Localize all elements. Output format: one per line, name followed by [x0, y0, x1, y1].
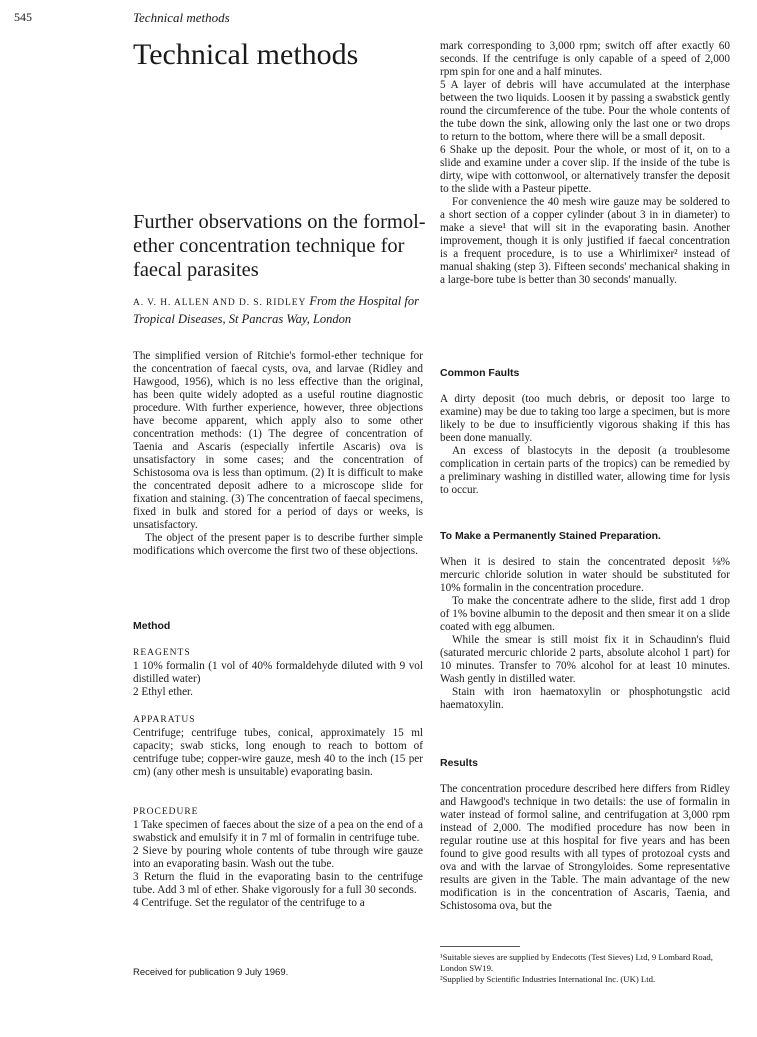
common-faults-section	[440, 393, 730, 497]
faults-paragraph: A dirty deposit (too much debris, or deposit too large to examine) may be due to taking too large a specimen, but is more likely to be due to insufficiently vigorous shaking if this has been done manually.	[440, 393, 730, 444]
apparatus-section	[133, 714, 423, 779]
footnote: ¹Suitable sieves are supplied by Endecotts (Test Sieves) Ltd, 9 Lombard Road, London SW19.	[440, 952, 713, 973]
section-title: Technical methods	[133, 38, 359, 71]
apparatus-text: Centrifuge; centrifuge tubes, conical, approximately 15 ml capacity; swab sticks, long enough to reach to bottom of centrifuge tube; copper-wire gauze, mesh 40 to the inch (15 per cm) (any other mesh is unsuitable) evaporating basin.	[133, 727, 423, 778]
procedure-step: 4 Centrifuge. Set the regulator of the centrifuge to a	[133, 897, 365, 909]
footnotes	[440, 952, 730, 985]
procedure-step: 5 A layer of debris will have accumulated at the interphase between the two liquids. Loosen it by passing a swabstick gently round the circumference of the tube. Pour the whole contents of the tube down the sink, allowing only the last one or two drops to return to the bottom, where there will be a small deposit.	[440, 79, 730, 143]
stain-section	[440, 556, 730, 712]
footnote: ²Supplied by Scientific Industries International Inc. (UK) Ltd.	[440, 974, 656, 984]
stain-paragraph: When it is desired to stain the concentrated deposit ⅛% mercuric chloride solution in water should be substituted for 10% formalin in the concentration procedure.	[440, 556, 730, 594]
stain-heading: To Make a Permanently Stained Preparation.	[440, 530, 661, 542]
procedure-heading: PROCEDURE	[133, 807, 199, 817]
reagent-item: 1 10% formalin (1 vol of 40% formaldehyde diluted with 9 vol distilled water)	[133, 660, 423, 685]
procedure-continued-text: mark corresponding to 3,000 rpm; switch off after exactly 60 seconds. If the centrifuge is only capable of a speed of 2,000 rpm spin for one and a half minutes.	[440, 40, 730, 78]
results-paragraph: The concentration procedure described here differs from Ridley and Hawgood's technique in two details: the use of formalin in water instead of formol saline, and centrifugation at 3,000 rpm instead of 2,000. The modified procedure has now been in regular routine use at this hospital for five years and has been found to give good results with all types of protozoal cysts and ova and with the larvae of Strongyloides. Some representative results are given in the Table. The main advantage of the new modification is in the concentration of Ascaris, Taenia, and Schistosoma ova, but the	[440, 783, 730, 912]
reagents-section	[133, 647, 423, 699]
author-affiliation: From the Hospital for Tropical Diseases, St Pancras Way, London	[133, 294, 419, 326]
author-names: A. V. H. ALLEN AND D. S. RIDLEY	[133, 298, 307, 308]
footnote-divider	[440, 946, 520, 947]
stain-paragraph: To make the concentrate adhere to the slide, first add 1 drop of 1% bovine albumin to the deposit and then smear it on a slide coated with egg albumen.	[440, 595, 730, 633]
running-title: Technical methods	[133, 10, 230, 25]
intro-paragraph-2: The object of the present paper is to describe further simple modifications which overcome the first two of these objections.	[133, 532, 423, 557]
procedure-step: 1 Take specimen of faeces about the size of a pea on the end of a swabstick and emulsify it in 7 ml of formalin in centrifuge tube.	[133, 819, 423, 844]
received-date: Received for publication 9 July 1969.	[133, 967, 289, 978]
procedure-continued	[440, 40, 730, 287]
intro-paragraph: The simplified version of Ritchie's formol-ether technique for the concentration of faecal cysts, ova, and larvae (Ridley and Hawgood, 1956), which is no less effective than the original, has been quite widely adopted as a useful routine diagnostic procedure. With further experience, however, three objections have become apparent, which apply also to some other concentration methods: (1) The degree of concentration of Taenia and Ascaris (especially infertile Ascaris) ova is unsatisfactory in some cases; and the concentration of Schistosoma ova is less than optimum. (2) It is difficult to make the concentrated deposit adhere to a microscope slide for fixation and staining. (3) The concentration of faecal specimens, fixed in bulk and stored for a period of days or weeks, is unsatisfactory.	[133, 350, 423, 531]
procedure-step: 2 Sieve by pouring whole contents of tube through wire gauze into an evaporating basin. Wash out the tube.	[133, 845, 423, 870]
convenience-paragraph: For convenience the 40 mesh wire gauze may be soldered to a short section of a copper cylinder (about 3 in in diameter) to make a sieve¹ that will sit in the evaporating basin. Another improvement, though it is only justified if faecal concentration is a frequent procedure, is to use a Whirlimixer² instead of manual shaking (step 3). Fifteen seconds' mechanical shaking in a large-bore tube is better than 30 seconds' manually.	[440, 196, 730, 286]
reagent-item: 2 Ethyl ether.	[133, 686, 193, 698]
method-heading: Method	[133, 620, 171, 632]
procedure-section	[133, 806, 423, 910]
author-block	[133, 293, 433, 327]
intro-section	[133, 350, 423, 558]
stain-paragraph: While the smear is still moist fix it in Schaudinn's fluid (saturated mercuric chloride 2 parts, absolute alcohol 1 part) for 10 minutes. Transfer to 70% alcohol for at least 10 minutes. Wash gently in distilled water.	[440, 634, 730, 685]
procedure-step: 3 Return the fluid in the evaporating basin to the centrifuge tube. Add 3 ml of ether. Shake vigorously for a full 30 seconds.	[133, 871, 423, 896]
faults-paragraph: An excess of blastocyts in the deposit (a troublesome complication in certain parts of the tropics) can be remedied by a preliminary washing in distilled water, allowing time for lysis to occur.	[440, 445, 730, 496]
apparatus-heading: APPARATUS	[133, 715, 196, 725]
article-title: Further observations on the formol-ether concentration technique for faecal parasites	[133, 211, 426, 281]
results-heading: Results	[440, 757, 478, 769]
stain-paragraph: Stain with iron haematoxylin or phosphotungstic acid haematoxylin.	[440, 686, 730, 711]
reagents-heading: REAGENTS	[133, 648, 191, 658]
results-section	[440, 783, 730, 913]
procedure-step: 6 Shake up the deposit. Pour the whole, or most of it, on to a slide and examine under a cover slip. If the inside of the tube is dirty, wipe with cottonwool, or alternatively transfer the deposit to the slide with a Pasteur pipette.	[440, 144, 730, 195]
common-faults-heading: Common Faults	[440, 367, 520, 379]
page-number: 545	[14, 10, 32, 24]
